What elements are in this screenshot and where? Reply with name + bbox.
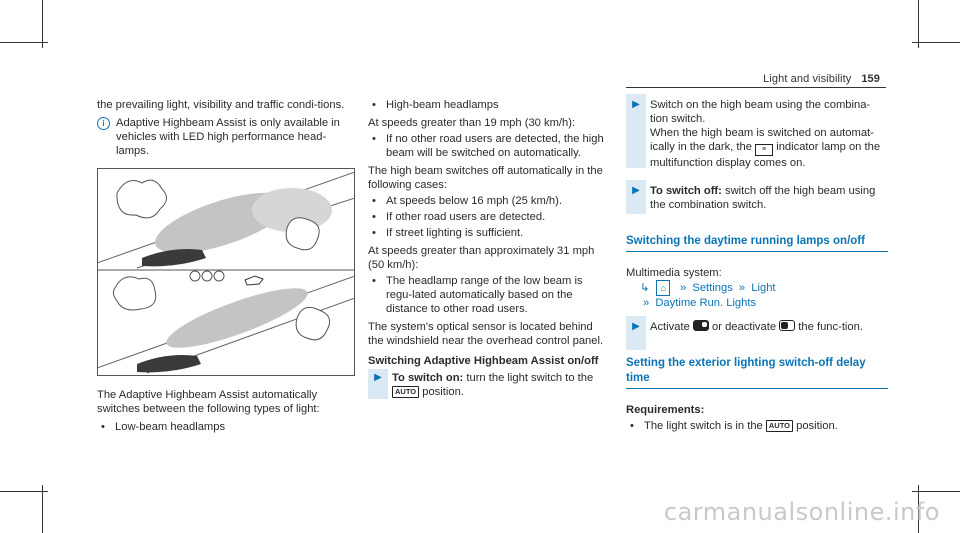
section-name: Light and visibility <box>763 73 852 85</box>
approx-intro: At speeds greater than approximately 31 mph (50 km/h): <box>368 245 595 271</box>
step-arrow-icon: ▶ <box>632 99 640 110</box>
list-item: • High-beam headlamps <box>368 98 608 112</box>
auto-symbol-icon: AUTO <box>766 420 793 432</box>
menu-item-settings: Settings <box>692 282 733 294</box>
switch-off-label: To switch off: <box>650 185 722 197</box>
list-item: • If street lighting is sufficient. <box>368 226 608 240</box>
sensor-text: The system's optical sensor is located behind the windshield near the overhead control panel. <box>368 321 604 347</box>
switch-on-label: To switch on: <box>392 372 464 384</box>
requirement-text: The light switch is in the <box>644 420 763 432</box>
switch-off-step <box>626 184 888 212</box>
switch-off-text: switch off the high beam using the combination switch. <box>650 185 876 211</box>
caption-text: The Adaptive Highbeam Assist automatically switches between the following types of light: <box>97 389 320 415</box>
deactivate-text: or deactivate <box>712 321 777 333</box>
step-arrow-icon: ▶ <box>632 321 640 332</box>
activate-step <box>626 320 888 334</box>
activate-text: Activate <box>650 321 690 333</box>
high-beam-indicator-icon: ≡ <box>755 144 773 156</box>
info-note <box>97 116 355 158</box>
crop-mark <box>42 485 43 533</box>
speed-intro: At speeds greater than 19 mph (30 km/h): <box>368 117 576 129</box>
chevron-icon: » <box>680 282 687 294</box>
crop-mark <box>912 42 960 43</box>
requirement-position: position. <box>796 420 838 432</box>
watermark: carmanualsonline.info <box>663 498 940 526</box>
crop-mark <box>912 491 960 492</box>
switch-heading: Switching Adaptive Highbeam Assist on/off <box>368 355 599 367</box>
path-arrow-icon: ↳ <box>640 282 650 294</box>
drl-section-title: Switching the daytime running lamps on/off <box>626 234 888 252</box>
toggle-on-icon <box>693 320 709 331</box>
list-item: • If no other road users are detected, the high beam will be switched on automatically. <box>368 132 608 160</box>
column-3 <box>626 98 888 433</box>
intro-text: the prevailing light, visibility and traffic condi-tions. <box>97 99 345 111</box>
requirements-label: Requirements: <box>626 404 705 416</box>
crop-mark <box>0 491 48 492</box>
switch-on-high-beam-step <box>626 98 888 170</box>
home-icon: ⌂ <box>656 280 669 296</box>
function-text: the func-tion. <box>798 321 863 333</box>
crop-mark <box>918 0 919 48</box>
crop-mark <box>42 0 43 48</box>
step-indicator-text: indicator lamp on the multifunction display comes on. <box>650 141 881 169</box>
column-1 <box>97 98 355 434</box>
switch-on-text: turn the light switch to the <box>466 372 594 384</box>
headlamp-illustration <box>97 168 355 376</box>
note-text: Adaptive Highbeam Assist is only available in vehicles with LED high performance head-lamps. <box>116 117 340 157</box>
step-text: Switch on the high beam using the combina-tion switch. <box>650 99 871 125</box>
running-header <box>763 72 880 86</box>
chevron-icon: » <box>738 282 746 294</box>
step-arrow-icon: ▶ <box>374 372 382 383</box>
exterior-section-title: Setting the exterior lighting switch-off delay time <box>626 356 888 389</box>
list-item: • At speeds below 16 mph (25 km/h). <box>368 194 608 208</box>
chevron-icon: » <box>643 297 650 309</box>
info-icon: i <box>97 117 110 130</box>
multimedia-label: Multimedia system: <box>626 267 722 279</box>
step-arrow-icon: ▶ <box>632 185 640 196</box>
position-text: position. <box>422 386 464 398</box>
toggle-off-icon <box>779 320 795 331</box>
menu-path <box>626 280 888 310</box>
menu-item-daytime-lights: Daytime Run. Lights <box>655 297 757 309</box>
off-intro: The high beam switches off automatically in the following cases: <box>368 165 603 191</box>
switch-on-step <box>368 371 608 399</box>
header-rule <box>626 87 886 88</box>
menu-item-light: Light <box>751 282 776 294</box>
list-item: • The headlamp range of the low beam is regu-lated automatically based on the distance to other road users. <box>368 274 608 316</box>
column-2 <box>368 98 608 399</box>
list-item <box>626 419 888 433</box>
step-auto-text: When the high beam is switched on automat-ically in the dark, the <box>650 127 874 153</box>
auto-symbol-icon: AUTO <box>392 386 419 398</box>
page-number: 159 <box>861 73 880 85</box>
list-item: • If other road users are detected. <box>368 210 608 224</box>
list-item: • Low-beam headlamps <box>97 420 355 434</box>
crop-mark <box>0 42 48 43</box>
